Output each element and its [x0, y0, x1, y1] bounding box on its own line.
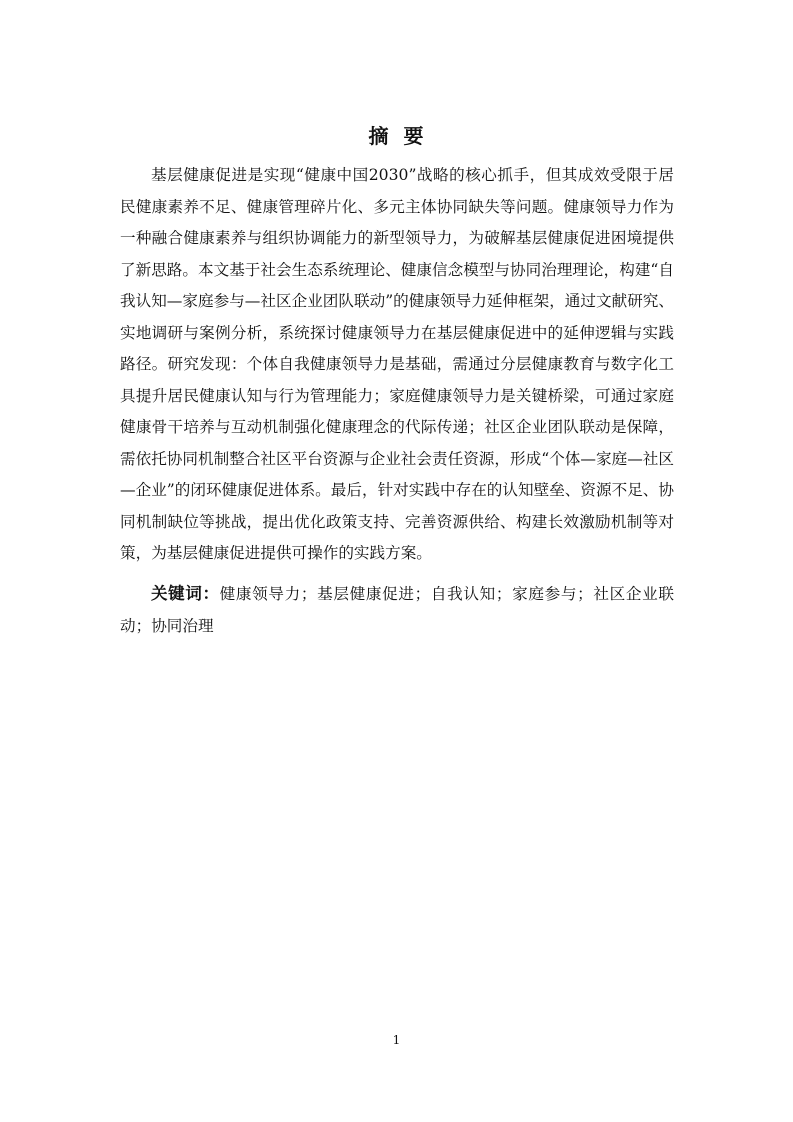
page-title [0, 122, 793, 150]
keywords-paragraph [120, 578, 674, 642]
abstract-paragraph: 基层健康促进是实现“健康中国2030”战略的核心抓手，但其成效受限于居民健康素养不足、健康管理碎片化、多元主体协同缺失等问题。健康领导力作为一种融合健康素养与组织协调能力的新型领导力，为破解基层健康促进困境提供了新思路。本文基于社会生态系统理论、健康信念模型与协同治理理论，构建“自我认知—家庭参与—社区企业团队联动”的健康领导力延伸框架，通过文献研究、实地调研与案例分析，系统探讨健康领导力在基层健康促进中的延伸逻辑与实践路径。研究发现：个体自我健康领导力是基础，需通过分层健康教育与数字化工具提升居民健康认知与行为管理能力；家庭健康领导力是关键桥梁，可通过家庭健康骨干培养与互动机制强化健康理念的代际传递；社区企业团队联动是保障，需依托协同机制整合社区平台资源与企业社会责任资源，形成“个体—家庭—社区—企业”的闭环健康促进体系。最后，针对实践中存在的认知壁垒、资源不足、协同机制缺位等挑战，提出优化政策支持、完善资源供给、构建长效激励机制等对策，为基层健康促进提供可操作的实践方案。 [120, 166, 674, 562]
keywords-label: 关键词： [151, 584, 220, 603]
keywords-list: 健康领导力；基层健康促进；自我认知；家庭参与；社区企业联动；协同治理 [120, 585, 674, 635]
title-char-1: 摘 [368, 124, 390, 148]
title-char-2: 要 [403, 124, 425, 148]
page-number: 1 [392, 1033, 401, 1047]
